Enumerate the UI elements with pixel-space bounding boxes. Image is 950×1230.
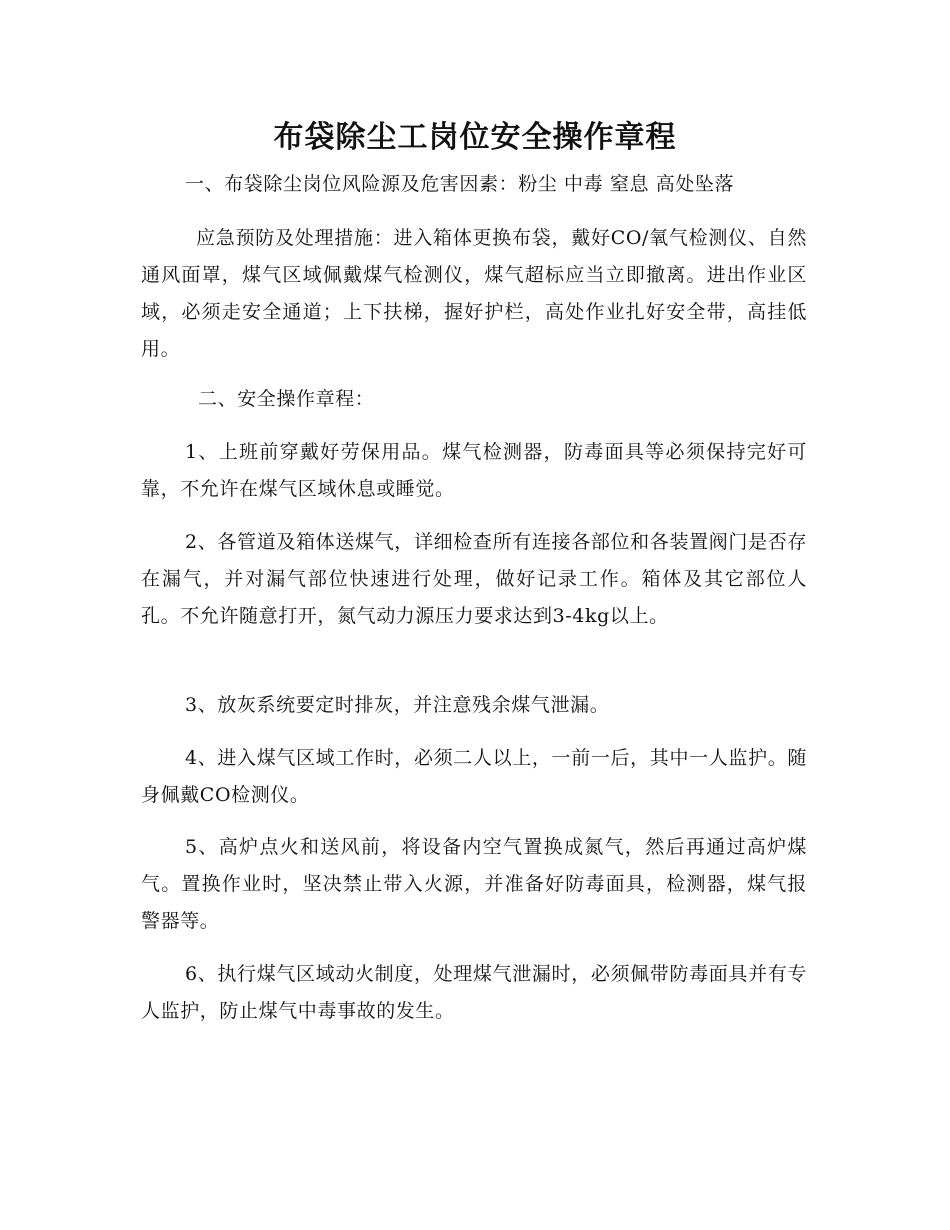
document-title: 布袋除尘工岗位安全操作章程 <box>273 120 677 155</box>
rule-paragraph-3: 3、放灰系统要定时排灰，并注意残余煤气泄漏。 <box>185 694 610 716</box>
section-2-heading: 二、安全操作章程： <box>198 388 375 410</box>
rule-paragraph-4: 4、进入煤气区域工作时，必须二人以上，一前一后，其中一人监护。随身佩戴CO检测仪。 <box>141 747 807 806</box>
section-1-heading: 一、布袋除尘岗位风险源及危害因素：粉尘 中毒 窒息 高处坠落 <box>185 173 735 195</box>
rule-paragraph-2: 2、各管道及箱体送煤气，详细检查所有连接各部位和各装置阀门是否存在漏气，并对漏气部位快速进行处理，做好记录工作。箱体及其它部位人孔。不允许随意打开，氮气动力源压力要求达到3-4kg以上。 <box>141 531 807 627</box>
emergency-measures-paragraph: 应急预防及处理措施：进入箱体更换布袋，戴好CO/氧气检测仪、自然通风面罩，煤气区域佩戴煤气检测仪，煤气超标应当立即撤离。进出作业区域，必须走安全通道；上下扶梯，握好护栏，高处作业扎好安全带，高挂低用。 <box>141 227 807 360</box>
rule-paragraph-5: 5、高炉点火和送风前，将设备内空气置换成氮气，然后再通过高炉煤气。置换作业时，坚决禁止带入火源，并准备好防毒面具，检测器，煤气报警器等。 <box>141 836 807 932</box>
rule-paragraph-1: 1、上班前穿戴好劳保用品。煤气检测器，防毒面具等必须保持完好可靠，不允许在煤气区域休息或睡觉。 <box>141 441 807 500</box>
rule-paragraph-6: 6、执行煤气区域动火制度，处理煤气泄漏时，必须佩带防毒面具并有专人监护，防止煤气中毒事故的发生。 <box>141 963 807 1022</box>
